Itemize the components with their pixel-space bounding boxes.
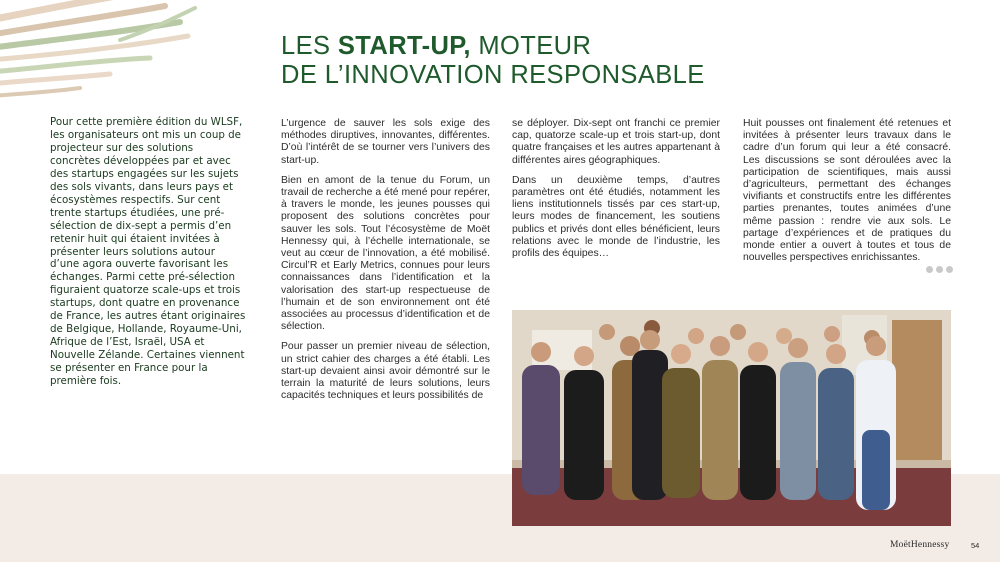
title-pre: LES [281,32,338,60]
title-line-2: DE L’INNOVATION RESPONSABLE [281,61,705,89]
intro-text: Pour cette première édition du WLSF, les organisateurs ont mis un coup de projecteur sur des solutions concrètes développées par et avec des startups engagées sur les sujets des sols vivants, dans leurs pays et écosystèmes respectifs. Sur cent trente startups étudiées, une pré-sélection de dix-sept a permis d’en retenir huit qui étaient invitées à présenter leurs solutions autour d’une agora ouverte favorisant les échanges. Parmi cette pré-sélection figuraient quatorze scale-ups et trois startups, dont quatre en provenance de France, les autres étant originaires de Belgique, Hollande, Royaume-Uni, Afrique de l’Est, Israël, USA et Nouvelle Zélande. Certaines viennent se présenter en France pour la première fois. [50,116,246,388]
title-post: MOTEUR [470,32,592,60]
group-photo-illustration [512,310,951,526]
paragraph: Dans un deuxième temps, d’autres paramètres ont été étudiés, notamment les liens institutionnels tissés par ces start-up, leurs modes de financement, les soutiens publics et privés dont elles bénéficient, leurs relations avec le monde de l’industrie, les profils des équipes… [512,174,720,260]
ellipsis-dots-icon [926,266,953,273]
page-title [281,32,705,90]
dot [936,266,943,273]
paragraph: L’urgence de sauver les sols exige des méthodes diruptives, innovantes, différentes. D’où l’intérêt de se tourner vers l’univers des start-up. [281,118,490,166]
title-strong: START-UP, [337,32,471,60]
body-column-2 [281,118,490,410]
body-column-4 [743,118,951,272]
paragraph: Bien en amont de la tenue du Forum, un travail de recherche a été mené pour repérer, à travers le monde, les jeunes pousses qui proposent des solutions concrètes pour sauver les sols. Tout l’écosystème de Moët Hennessy qui, à l’échelle internationale, se veut au cœur de l’innovation, a été mobilisé. Circul’R et Early Metrics, connues pour leurs connaissances dans l’identification et la valorisation des start-up respectueuse de l’humain et de son environnement ont été associées au processus d’identification et de sélection. [281,174,490,333]
paragraph: Huit pousses ont finalement été retenues et invitées à présenter leurs travaux dans le cadre d’un forum qui leur a été consacré. Les discussions se sont déroulées avec la participation de scientifiques, mais aussi d’agriculteurs, permettant des échanges vivifiants et constructifs entre les différentes parties prenantes, toutes animées d’une même passion : rendre vie aux sols. Le partage d’expériences et de pratiques du monde entier a ouvert à toutes et tous de nouvelles perspectives enrichissantes. [743,118,951,264]
title-line-1 [281,32,705,61]
page-number: 54 [971,541,980,550]
brand-logo: MoëtHennessy [890,540,950,550]
body-column-3 [512,118,720,268]
group-photo [512,310,951,526]
dot [946,266,953,273]
dot [926,266,933,273]
paragraph: Pour passer un premier niveau de sélection, un strict cahier des charges a été établi. Les start-up devaient ainsi avoir démontré sur le terrain la maturité de leurs solutions, leurs capacités techniques et leurs possibilités de [281,341,490,402]
decorative-swirl-icon [0,0,200,110]
paragraph: se déployer. Dix-sept ont franchi ce premier cap, quatorze scale-up et trois start-up, dont quatre françaises et les autres appartenant à différentes aires géographiques. [512,118,720,166]
